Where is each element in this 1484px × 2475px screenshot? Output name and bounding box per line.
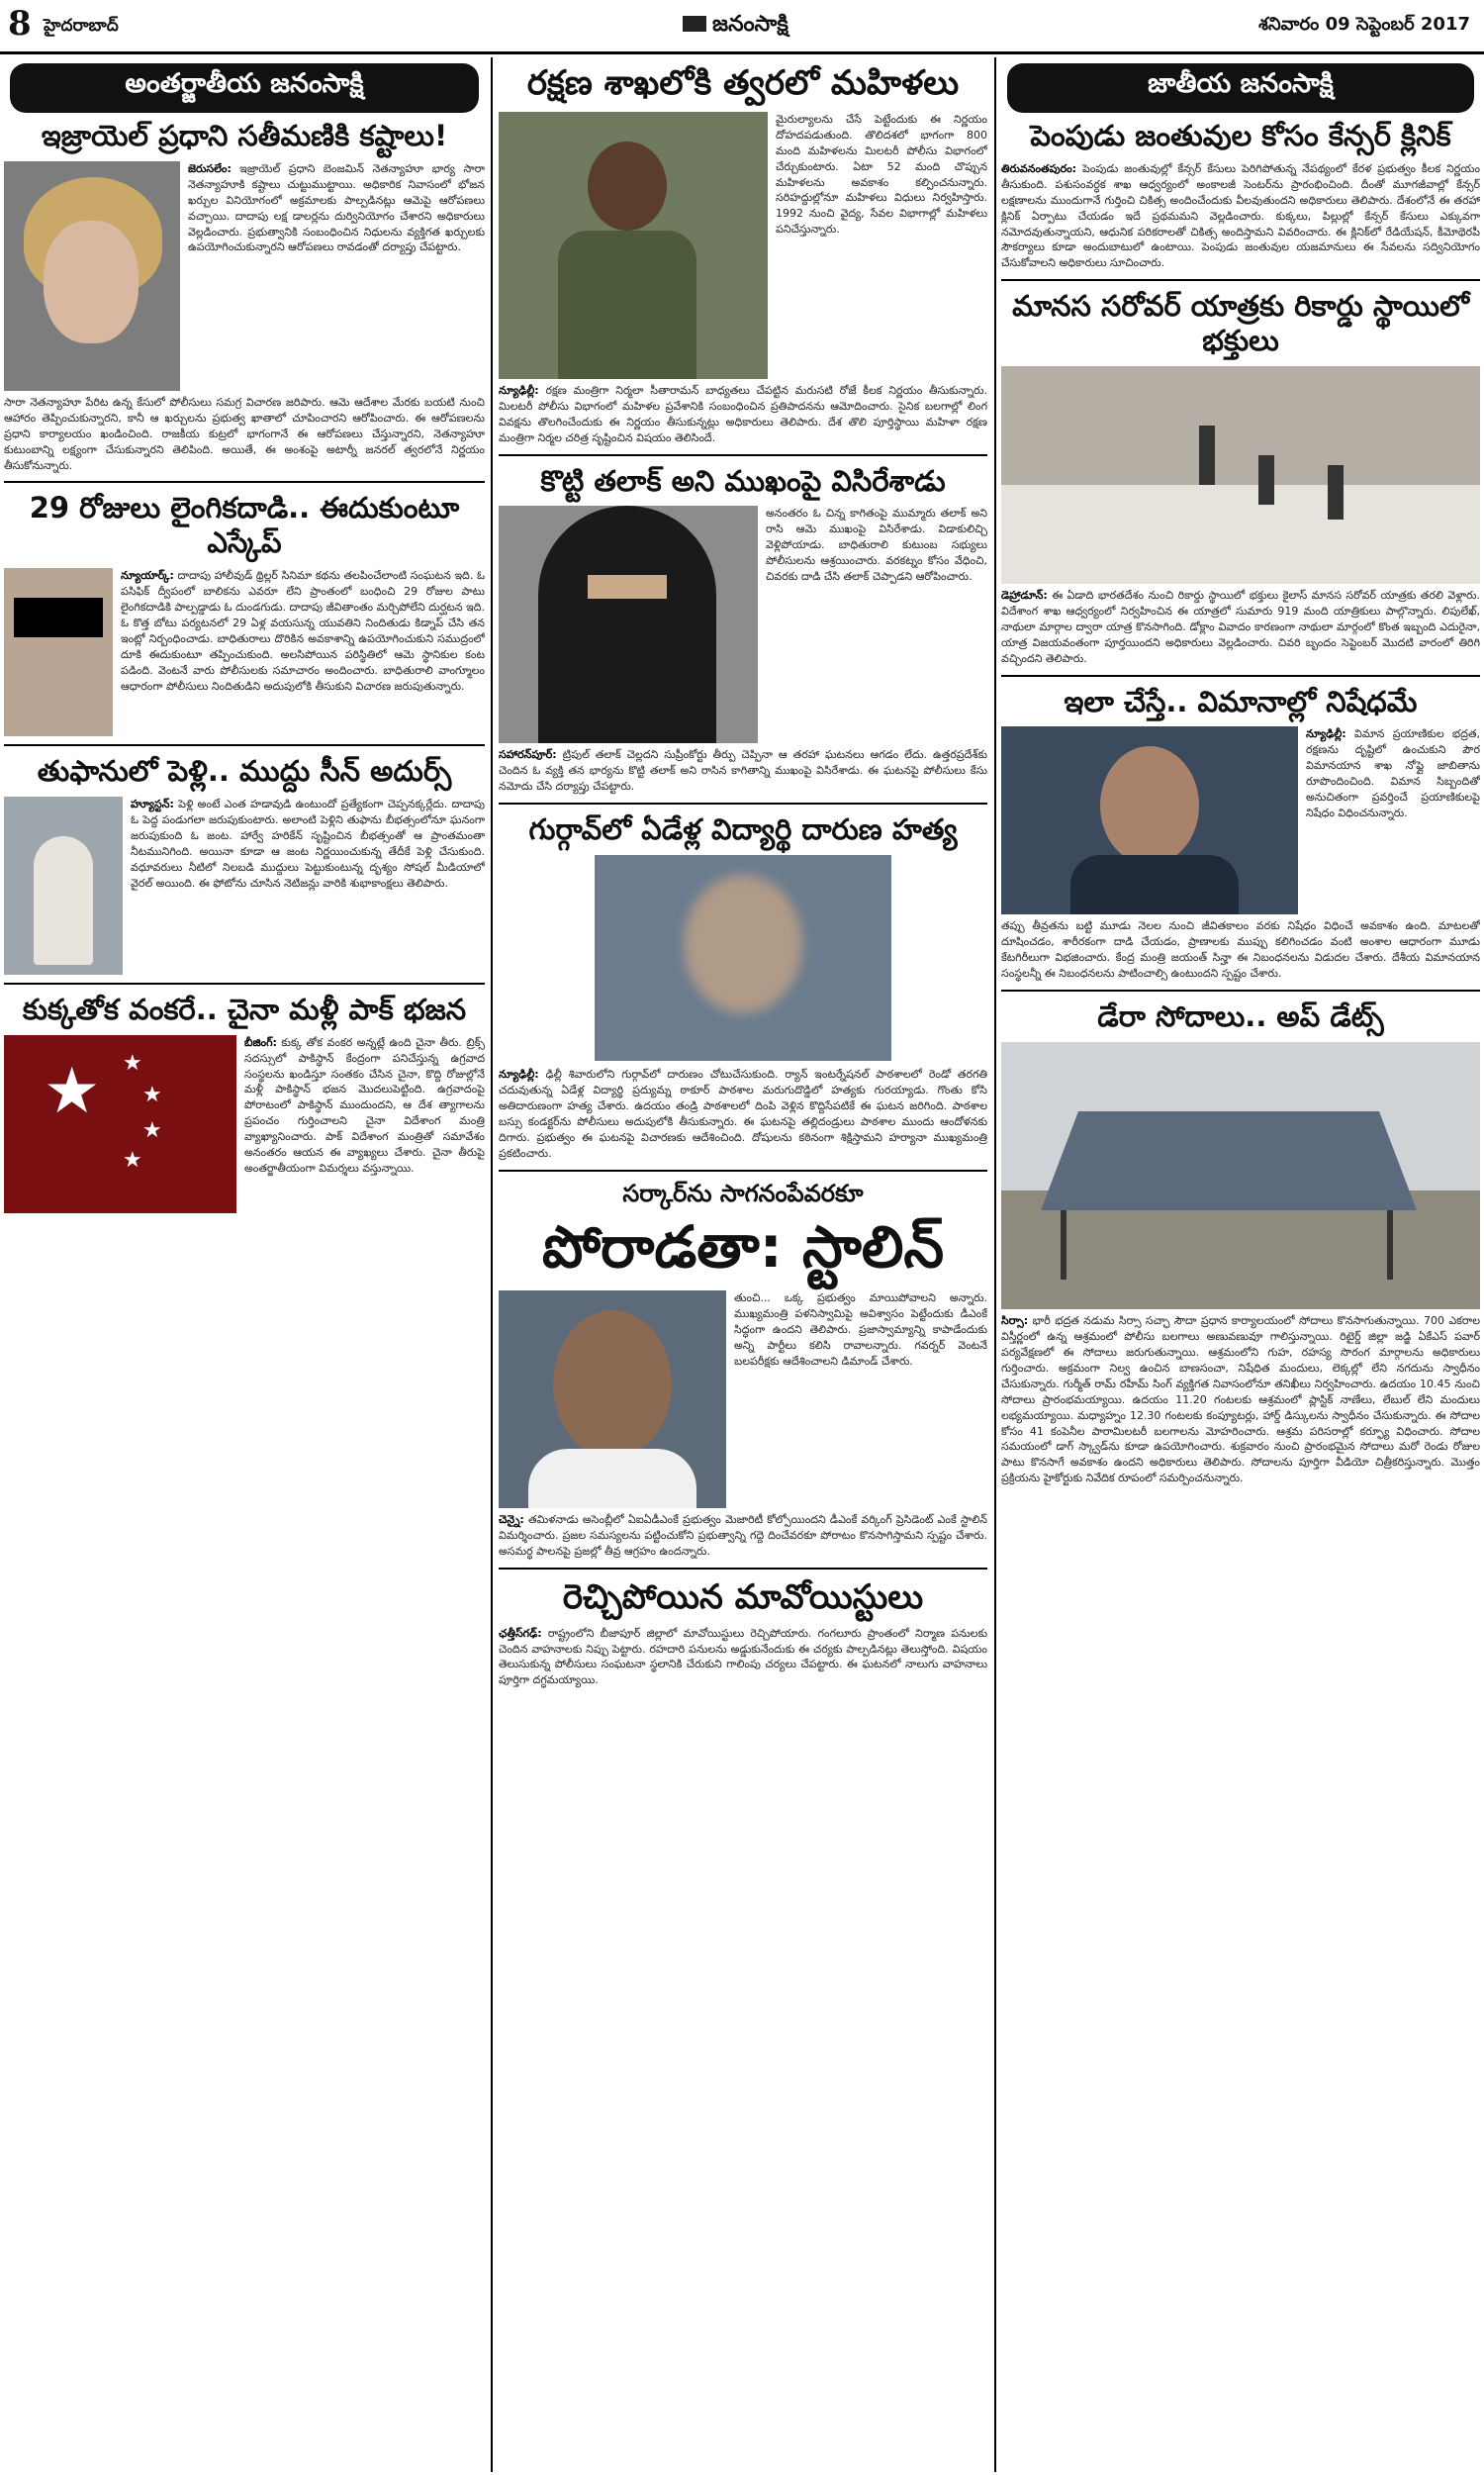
veil-shape [538,506,716,743]
divider [4,983,485,985]
face-shape [44,221,139,343]
divider [1001,675,1480,677]
article-dera-updates [1001,1000,1480,1486]
tent-pole [1387,1210,1393,1280]
article-body: ఈ ఏడాది భారతదేశం నుంచి రికార్డు స్థాయిలో భక్తులు కైలాస్ మానస సరోవర్ యాత్రకు తరలి వెళ్లారు. విదేశాంగ శాఖ ఆధ్వర్యంలో నిర్వహించిన ఈ యాత్రలో సుమారు 919 మంది యాత్రికులు పాల్గొన్నారు. లిపులేఖ్, నాథులా మార్గాల ద్వారా యాత్ర కొనసాగింది. డోక్లాం వివాదం కారణంగా నాథులా మార్గంలో కొంత ఇబ్బంది ఎదురైనా, యాత్ర విజయవంతంగా పూర్తయిందని అధికారులు వెల్లడించారు. చివరి బృందం సెప్టెంబర్ మొదటి వారంలో తిరిగి వచ్చిందని తెలిపారు. [1001,588,1480,665]
edition-city: హైదరాబాద్ [44,16,119,36]
divider [499,454,987,456]
flag-star-icon: ★ [123,1050,142,1076]
pilgrim-figure [1328,465,1344,520]
column-center [499,57,987,2470]
flag-star-icon: ★ [123,1147,142,1173]
headline: ఇలా చేస్తే.. విమానాల్లో నిషేధమే [1064,684,1418,718]
dateline: న్యూఢిల్లీ: [499,1067,539,1081]
dateline: సిర్సా: [1001,1313,1029,1327]
photo-jayant-sinha [1001,726,1298,914]
article-stalin [499,1180,987,1560]
headline: మానస సరోవర్ యాత్రకు రికార్డు స్థాయిలో భక్తులు [1012,289,1469,358]
article-maoists [499,1577,987,1689]
headline: పెంపుడు జంతువుల కోసం కేన్సర్ క్లినిక్ [1030,119,1451,152]
column-divider [994,57,996,2472]
pilgrim-figure [1258,455,1274,505]
dateline: తిరువనంతపురం: [1001,161,1077,175]
divider [499,803,987,805]
section-header-international: అంతర్జాతీయ జనంసాక్షి [10,63,479,113]
dateline: ఛత్తీస్‌గఢ్: [499,1626,542,1640]
divider [4,481,485,483]
article-body: సారా నెతన్యాహూ పేరిట ఉన్న కేసులో పోలీసులు సమగ్ర విచారణ జరిపారు. ఆమె ఆదేశాల మేరకు బయటి నుంచి ఆహారం తెప్పించుకున్నారని, కానీ ఆ ఖర్చులను ప్రభుత్వ ఖాతాలో చూపించారని ఆరోపించారు. ఈ ఆరోపణలను ప్రధాని కార్యాలయం ఖండించింది. రాజకీయ కుట్రలో భాగంగానే ఈ ఆరోపణలు చేస్తున్నారని, నెతన్యాహూ కుటుంబాన్ని లక్ష్యంగా చేసుకున్నారని తెలిపింది. అయితే, ఈ అంశంపై అటార్నీ జనరల్ త్వరలోనే నిర్ణయం తీసుకోనున్నారు. [4,395,485,472]
photo-wedding-couple [4,797,123,975]
divider [1001,990,1480,992]
dateline: డెహ్రాడూన్: [1001,588,1048,602]
article-body: రాష్ట్రంలోని బీజాపూర్ జిల్లాలో మావోయిస్టులు రెచ్చిపోయారు. గంగలూరు ప్రాంతంలో నిర్మాణ పనులకు చెందిన వాహనాలకు నిప్పు పెట్టారు. రహదారి పనులను అడ్డుకునేందుకు ఈ చర్యకు పాల్పడినట్లు తెలుస్తోంది. విషయం తెలుసుకున్న పోలీసులు సంఘటనా స్థలానికి చేరుకుని గాలింపు చర్యలు చేపట్టారు. ఈ ఘటనలో నాలుగు వాహనాలు పూర్తిగా దగ్ధమయ్యాయి. [499,1626,987,1687]
suit-shape [1070,855,1239,914]
article-mansarovar [1001,289,1480,666]
article-body: కుక్క తోక వంకర అన్నట్లే ఉంది చైనా తీరు. బ్రిక్స్ సదస్సులో పాకిస్థాన్ కేంద్రంగా పనిచేస్తున్న ఉగ్రవాద సంస్థలను ఖండిస్తూ సంతకం చేసిన చైనా, కొద్ది రోజుల్లోనే మళ్లీ పాకిస్థాన్ భజన మొదలుపెట్టింది. ఉగ్రవాదంపై పోరాటంలో పాకిస్థాన్ ముందుందని, ఆ దేశ త్యాగాలను ప్రపంచం గుర్తించాలని చైనా విదేశాంగ మంత్రి వ్యాఖ్యానించారు. పాక్ విదేశాంగ మంత్రితో సమావేశం అనంతరం ఆయన ఈ వ్యాఖ్యలు చేశారు. చైనా తీరుపై అంతర్జాతీయంగా విమర్శలు వస్తున్నాయి. [244,1035,485,1176]
article-storm-wedding [4,754,485,975]
photo-stalin [499,1290,726,1508]
column-international [4,57,485,2470]
divider [4,744,485,746]
photo-sara-netanyahu [4,161,180,391]
kicker: సర్కార్‌ను సాగనంపేవరకూ [622,1179,864,1207]
section-header-national: జాతీయ జనంసాక్షి [1007,63,1474,113]
article-side-text: తుంచి... ఒక్క ప్రభుత్వం మాయిపోవాలని అన్నారు. ముఖ్యమంత్రి పళనిస్వామిపై అవిశ్వాసం పెట్టేందుకు డీఎంకే సిద్ధంగా ఉందని తెలిపారు. ప్రజాస్వామ్యాన్ని కాపాడేందుకు అన్ని పార్టీలు కలిసి రావాలన్నారు. గవర్నర్ వెంటనే బలపరీక్షకు ఆదేశించాలని డిమాండ్ చేశారు. [734,1290,987,1368]
article-no-fly [1001,685,1480,983]
headline: పోరాడతా: స్టాలిన్ [541,1213,945,1282]
headline: తుఫానులో పెళ్లి.. ముద్దు సీన్ అదుర్స్ [37,754,452,789]
photo-veiled-woman [499,506,758,743]
blurred-face [684,875,802,1013]
article-china-pakistan [4,993,485,1213]
headline: గుర్గావ్‌లో ఏడేళ్ల విద్యార్థి దారుణ హత్య [528,812,958,847]
tent-canopy [1041,1111,1417,1210]
page-number: 8 [8,4,32,44]
photo-dera-tents [1001,1042,1480,1309]
headline: ఇజ్రాయెల్ ప్రధాని సతీమణికి కష్టాలు! [41,119,448,152]
column-national [1001,57,1480,2470]
dateline: న్యూఢిల్లీ: [499,383,539,397]
headline: రక్షణ శాఖలోకి త్వరలో మహిళలు [526,63,960,103]
paper-name: జనంసాక్షి [712,12,788,37]
couple-silhouette [34,836,93,965]
masthead [0,0,1484,54]
headline: రెచ్చిపోయిన మావోయిస్టులు [562,1576,924,1617]
article-body: పెళ్లి అంటే ఎంత హడావుడి ఉంటుందో ప్రత్యేకంగా చెప్పనక్కర్లేదు. దాదాపు ఓ పెద్ద పండుగలా జరుపుకుంటారు. అలాంటి పెళ్లిని తుఫాను బీభత్సంలోనూ ఘనంగా జరుపుకుంది ఓ జంట. హార్వే హరికేన్ సృష్టించిన బీభత్సంతో ఆ ప్రాంతమంతా నీటమునిగింది. అయినా కూడా ఆ జంట నిర్ణయించుకున్న తేదీకే పెళ్లి చేసుకుంది. వధూవరులు నీటిలో నిలబడి ముద్దులు పెట్టుకుంటున్న దృశ్యం సోషల్ మీడియాలో వైరల్ అయింది. ఈ ఫోటోను చూసిన నెటిజన్లు వారికి శుభాకాంక్షలు తెలిపారు. [131,797,485,890]
article-body: తప్పు తీవ్రతను బట్టి మూడు నెలల నుంచి జీవితకాలం వరకు నిషేధం విధించే అవకాశం ఉంది. మాటలతో దూషించడం, శారీరకంగా దాడి చేయడం, ప్రాణాలకు ముప్పు కలిగించడం వంటి అంశాల ఆధారంగా మూడు కేటగిరీలుగా విభజించారు. కేంద్ర మంత్రి జయంత్ సిన్హా ఈ నిబంధనలను విడుదల చేశారు. దేశీయ విమానయాన సంస్థలన్నీ ఈ నిబంధనలను పాటించాల్సి ఉంటుందని స్పష్టం చేశారు. [1001,919,1480,981]
dateline: జెరుసలేం: [188,161,232,175]
article-side-text: అనంతరం ఓ చిన్న కాగితంపై ముమ్మారు తలాక్ అని రాసి ఆమె ముఖంపై విసిరేశాడు. విడాకులిచ్చి వెళ్లిపోయాడు. బాధితురాలి కుటుంబ సభ్యులు పోలీసులను ఆశ్రయించారు. వరకట్నం కోసం వేధించి, చివరకు దాడి చేసి తలాక్ చెప్పాడని ఆరోపించారు. [766,507,987,584]
dateline: బీజింగ్: [244,1035,277,1049]
article-intro: ఇజ్రాయెల్ ప్రధాని బెంజమిన్ నెతన్యాహూ భార్య సారా నెతన్యాహూకి కష్టాలు చుట్టుముట్టాయి. అధికారిక నివాసంలో భోజన ఖర్చుల వినియోగంలో అక్రమాలకు పాల్పడినట్లు ఆమెపై ఆరోపణలు వచ్చాయి. దాదాపు లక్ష డాలర్లను దుర్వినియోగం చేశారని అధికారులు వెల్లడించారు. ప్రభుత్వానికి సంబంధించిన నిధులను వ్యక్తిగత ఖర్చులకు ఉపయోగించుకున్నారని ఆరోపణలు రావడంతో దర్యాప్తు చేపట్టారు. [188,161,485,254]
article-body: దాదాపు హాలీవుడ్ థ్రిల్లర్ సినిమా కథను తలపించేలాంటి సంఘటన ఇది. ఓ పసిఫిక్ ద్వీపంలో బాలికను ఎవరూ లేని ప్రాంతంలో బంధించి 29 రోజుల పాటు లైంగికదాడికి పాల్పడ్డాడు ఓ దుండగుడు. దాదాపు జీవితాంతం మర్చిపోలేని దుర్ఘటన ఇది. ఓ కొత్త బోటు పర్యటనలో 29 ఏళ్ల వయసున్న యువతిని నిందితుడు కిడ్నాప్ చేసి తన ఇంట్లో నిర్బంధించాడు. బాధితురాలు దొరికిన అవకాశాన్ని ఉపయోగించుకుని సముద్రంలో దూకి ఈదుకుంటూ తప్పించుకుంది. అలసిపోయిన పరిస్థితిలో ఆమె స్థానికుల కంట పడింది. వెంటనే వారు పోలీసులకు సమాచారం అందించారు. బాధితురాలి వాంగ్మూలం ఆధారంగా పోలీసులు నిందితుడిని అదుపులోకి తీసుకుని విచారణ జరుపుతున్నారు. [121,569,485,693]
pilgrim-figure [1199,426,1215,485]
article-escape [4,491,485,736]
article-body: ఢిల్లీ శివారులోని గుర్గావ్‌లో దారుణం చోటుచేసుకుంది. ర్యాన్ ఇంటర్నేషనల్ పాఠశాలలో రెండో తరగతి చదువుతున్న ఏడేళ్ల విద్యార్థి ప్రద్యుమ్న ఠాకూర్ పాఠశాల మరుగుదొడ్డిలో హత్యకు గురయ్యాడు. గొంతు కోసి అతిదారుణంగా హత్య చేశారు. ఉదయం తండ్రి పాఠశాలలో దింపి వెళ్లిన కొద్దిసేపటికే ఈ ఘటన జరిగింది. పాఠశాల బస్సు కండక్టర్‌ను పోలీసులు అదుపులోకి తీసుకున్నారు. ఈ ఘటనపై తల్లిదండ్రులు పాఠశాల ముందు ఆందోళనకు దిగారు. ప్రభుత్వం ఈ ఘటనపై విచారణకు ఆదేశించింది. దోషులను కఠినంగా శిక్షిస్తామని హర్యానా ముఖ్యమంత్రి ప్రకటించారు. [499,1067,987,1160]
article-body: తమిళనాడు అసెంబ్లీలో ఏఐఏడీఎంకే ప్రభుత్వం మెజారిటీ కోల్పోయిందని డీఎంకే వర్కింగ్ ప్రెసిడెంట్ ఎంకే స్టాలిన్ విమర్శించారు. ప్రజల సమస్యలను పట్టించుకోని ప్రభుత్వాన్ని గద్దె దించేవరకూ పోరాటం కొనసాగిస్తామని స్పష్టం చేశారు. అసమర్థ పాలనపై ప్రజల్లో తీవ్ర ఆగ్రహం ఉందన్నారు. [499,1512,987,1558]
blackout-bar [14,598,103,637]
column-divider [491,57,493,2472]
dateline: న్యూఢిల్లీ: [1306,727,1346,741]
photo-women-soldier [499,112,768,379]
article-triple-talaq [499,464,987,796]
article-body: పెంపుడు జంతువుల్లో కేన్సర్ కేసులు పెరిగిపోతున్న నేపథ్యంలో కేరళ ప్రభుత్వం కీలక నిర్ణయం తీసుకుంది. పశుసంవర్ధక శాఖ ఆధ్వర్యంలో అంకాలజీ సెంటర్‌ను ప్రారంభించింది. దీంతో మూగజీవాల్లో కేన్సర్ లక్షణాలను ముందుగానే గుర్తించి చికిత్స అందించేందుకు వీలవుతుందని అధికారులు తెలిపారు. దేశంలోనే ఈ తరహా క్లినిక్ ఏర్పాటు చేయడం ఇదే ప్రథమమని వెల్లడించారు. కుక్కలు, పిల్లుల్లో కేన్సర్ కేసులు ఎక్కువగా నమోదవుతున్నాయని, ఆధునిక పరికరాలతో చికిత్స అందిస్తామని వివరించారు. ఈ క్లినిక్‌లో రేడియేషన్, కీమోథెరపీ సౌకర్యాలు కూడా అందుబాటులో ఉంటాయి. పెంపుడు జంతువుల యజమానులు ఈ సేవలను సద్వినియోగం చేసుకోవాలని అధికారులు సూచించారు. [1001,161,1480,270]
photo-student-blurred [595,855,891,1061]
headline: కుక్కతోక వంకరే.. చైనా మళ్లీ పాక్ భజన [22,992,467,1026]
article-body: ట్రిపుల్ తలాక్ చెల్లదని సుప్రీంకోర్టు తీర్పు చెప్పినా ఆ తరహా ఘటనలు ఆగడం లేదు. ఉత్తరప్రదేశ్‌కు చెందిన ఓ వ్యక్తి తన భార్యను కొట్టి తలాక్ అని రాసిన కాగితాన్ని ముఖంపై విసిరేశాడు. ఈ ఘటనపై పోలీసులు కేసు నమోదు చేసి దర్యాప్తు చేపట్టారు. [499,748,987,794]
tent-pole [1061,1210,1067,1280]
article-body: భారీ భద్రత నడుమ సిర్సా సచ్ఛా సౌదా ప్రధాన కార్యాలయంలో సోదాలు కొనసాగుతున్నాయి. 700 ఎకరాల విస్తీర్ణంలో ఉన్న ఆశ్రమంలో పోలీసు బలగాలు అణువణువూ గాలిస్తున్నాయి. రిటైర్డ్ జిల్లా జడ్జి ఏకేఎస్ పవార్ పర్యవేక్షణలో ఈ సోదాలు జరుగుతున్నాయి. ఆశ్రమంలోని గుహ, రహస్య సొరంగ మార్గాలను అధికారులు గుర్తించారు. అక్రమంగా నిల్వ ఉంచిన బాణసంచా, నిషేధిత మందులు, లెక్కల్లో లేని నగదును స్వాధీనం చేసుకున్నారు. గుర్మీత్ రామ్ రహీమ్ సింగ్ వ్యక్తిగత నివాసంలోనూ తనిఖీలు నిర్వహించారు. ఉదయం 10.45 నుంచి సోదాలు ప్రారంభమయ్యాయి. ఉదయం 11.20 గంటలకు ఆశ్రమంలో ప్లాస్టిక్ నాణేలు, లేబుల్ లేని మందులు లభ్యమయ్యాయి. మధ్యాహ్నం 12.30 గంటలకు కంప్యూటర్లు, హార్డ్ డిస్కులను స్వాధీనం చేసుకున్నారు. ఈ సోదాల కోసం 41 కంపెనీల పారామిలటరీ బలగాలను మోహరించారు. ఆశ్రమ పరిసరాల్లో కర్ఫ్యూ విధించారు. సోదాల సమయంలో డాగ్ స్క్వాడ్‌ను కూడా ఉపయోగించారు. శుక్రవారం నుంచి ప్రారంభమైన సోదాలు మరో రెండు రోజుల పాటు కొనసాగే అవకాశం ఉందని అధికారులు తెలిపారు. సోదాలను పూర్తిగా వీడియో చిత్రీకరిస్తున్నారు. మొత్తం ప్రక్రియను హైకోర్టుకు నివేదిక రూపంలో సమర్పించనున్నారు. [1001,1313,1480,1485]
photo-victim [4,568,113,736]
article-netanyahu-wife [4,119,485,473]
article-body: రక్షణ మంత్రిగా నిర్మలా సీతారామన్ బాధ్యతలు చేపట్టిన మరుసటి రోజే కీలక నిర్ణయం తీసుకున్నారు. మిలటరీ పోలీసు విభాగంలో మహిళల ప్రవేశానికి సంబంధించిన ప్రతిపాదనను ఆమోదించారు. సైనిక బలగాల్లో లింగ వివక్షను తొలగించేందుకు ఈ నిర్ణయం తీసుకున్నట్లు అధికారులు తెలిపారు. దేశ తొలి పూర్తిస్థాయి మహిళా రక్షణ మంత్రిగా నిర్మల చరిత్ర సృష్టించిన విషయం తెలిసిందే. [499,383,987,444]
dateline: చెన్నై: [499,1512,524,1526]
dateline: సహారన్‌పూర్: [499,748,557,762]
flag-star-icon: ★ [142,1082,162,1107]
article-side-text: విమాన ప్రయాణికుల భద్రత, రక్షణను దృష్టిలో ఉంచుకుని పౌర విమానయాన శాఖ నోఫ్లై జాబితాను రూపొందించింది. విమాన సిబ్బందితో అనుచితంగా ప్రవర్తించే ప్రయాణికులపై నిషేధం విధించనున్నారు. [1306,727,1480,820]
snow-slope [1001,485,1480,584]
face-shape [553,1310,672,1459]
eyes-band [588,575,667,599]
divider [1001,279,1480,281]
article-side-text: మైరుల్యాలను చేసే పెట్టేందుకు ఈ నిర్ణయం దోహదపడుతుంది. తొలిదశలో భాగంగా 800 మంది మహిళలను మిలటరీ పోలీసు విభాగంలో చేర్చుకుంటారు. ఏటా 52 మంది చొప్పున మహిళలను అవకాశం కల్పించనున్నారు. సరిహద్దుల్లోనూ మహిళలు విధులు నిర్వహిస్తారు. 1992 నుంచి వైద్య, సేవల విభాగాల్లో మహిళలు పనిచేస్తున్నారు. [776,112,987,237]
article-gurgaon-murder [499,812,987,1161]
headline: 29 రోజులు లైంగికదాడి.. ఈదుకుంటూ ఎస్కేప్ [29,491,460,560]
dateline: న్యూయార్క్: [121,569,174,583]
photo-pilgrims-snow [1001,366,1480,584]
dateline: హ్యూస్టన్: [131,797,174,810]
paper-logo [683,12,788,42]
face-shape [1100,746,1199,865]
logo-mark-icon [683,16,706,32]
head-shape [588,142,667,231]
uniform-shape [558,231,696,379]
divider [499,1170,987,1172]
article-pet-cancer-clinic [1001,119,1480,271]
photo-china-flag [4,1035,236,1213]
divider [499,1568,987,1570]
flag-star-icon: ★ [142,1117,162,1143]
issue-date: శనివారం 09 సెప్టెంబర్ 2017 [1258,14,1470,35]
headline: డేరా సోదాలు.. అప్ డేట్స్ [1097,1000,1384,1034]
shirt-shape [528,1449,696,1508]
article-women-defence [499,63,987,446]
headline: కొట్టి తలాక్ అని ముఖంపై విసిరేశాడు [540,463,946,498]
flag-star-icon: ★ [44,1054,101,1128]
